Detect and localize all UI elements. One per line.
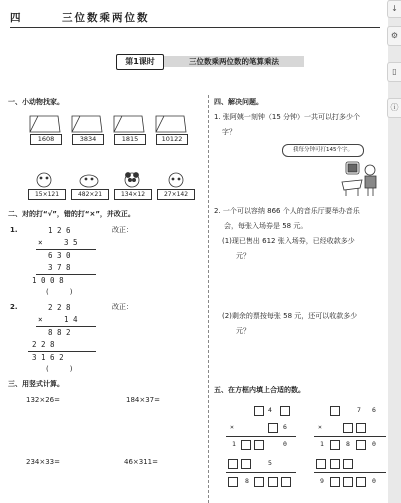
r-digit-4: 8 [346,440,350,448]
animal-3: 134×12 [114,189,152,200]
speech-bubble: 我每分钟可打145个字。 [282,144,364,157]
l-digit-4: 0 [283,440,287,448]
section4-title: 四、解决问题。 [214,98,263,106]
p1-row-2: 3 5 [64,238,78,247]
p2-row-4: 2 2 8 [32,340,55,349]
l-times: × [230,423,234,431]
r-digit-6: 9 [320,477,324,485]
p1-row-3: 6 3 0 [48,251,71,260]
box-r-r4-c2[interactable] [330,459,340,469]
p2-line-1 [36,326,96,327]
p2-correct-label: 改正： [112,303,133,311]
calc-1: 132×26= [26,396,60,404]
q2-sub1-line-2: 元？ [236,252,250,260]
q1-line-1: 1. 张阿姨一刻钟（15 分钟）一共可以打多少个 [214,113,361,121]
animal-4: 27×142 [157,189,195,200]
toolbar-bookmark-icon[interactable]: ▯ [387,62,401,82]
box-l-r3-c2[interactable] [241,440,251,450]
calc-3: 234×33= [26,458,60,466]
box-l-r5-c5[interactable] [281,477,291,487]
problem1-label: 1. [10,226,18,234]
house-1: 1608 [30,134,62,145]
box-r-r5-c4[interactable] [356,477,366,487]
box-r-r4-c1[interactable] [316,459,326,469]
box-l-r5-c4[interactable] [268,477,278,487]
toolbar-settings-icon[interactable]: ⚙ [387,26,401,46]
l-digit-1: 4 [268,406,272,414]
p2-line-2 [28,351,96,352]
p1-row-4: 3 7 8 [48,263,71,272]
r-digit-5: 0 [372,440,376,448]
box-r-r5-c2[interactable] [330,477,340,487]
r-times: × [318,423,322,431]
l-line-2 [226,472,296,473]
p1-correct-label: 改正： [112,226,133,234]
house-3: 1815 [114,134,146,145]
typist-illustration [336,158,382,198]
box-l-r1-c3[interactable] [280,406,290,416]
p1-row-1: 1 2 6 [48,226,71,235]
l-digit-5: 5 [268,459,272,467]
problem2-label: 2. [10,303,18,311]
r-line-1 [314,436,386,437]
p2-row-2: 1 4 [64,315,78,324]
p2-row-5: 3 1 6 2 [32,353,64,362]
lesson-badge: 第1课时 [116,54,164,70]
box-r-r5-c3[interactable] [343,477,353,487]
p1-times: × [38,238,43,247]
box-l-r1-c1[interactable] [254,406,264,416]
toolbar-info-icon[interactable]: ⓘ [387,98,401,118]
p1-line-1 [36,249,96,250]
q2-sub1-line-1: (1)现已售出 612 张入场券，已经收款多少 [222,237,355,245]
unit-title: 三位数乘两位数 [62,12,150,24]
r-digit-1: 7 [357,406,361,414]
section5-title: 五、在方框内填上合适的数。 [214,386,305,394]
calc-2: 184×37= [126,396,160,404]
box-r-r1-c1[interactable] [330,406,340,416]
box-l-r4-c1[interactable] [228,459,238,469]
section2-title: 二、对的打“√”，错的打“×”，并改正。 [8,210,135,218]
section1-title: 一、小动物找家。 [8,98,64,106]
l-digit-3: 1 [232,440,236,448]
l-digit-6: 8 [245,477,249,485]
header-divider [10,27,380,28]
house-2: 3834 [72,134,104,145]
animal-4-icon [169,173,183,187]
unit-number: 四 [10,12,22,24]
calc-4: 46×311= [124,458,158,466]
r-digit-7: 0 [372,477,376,485]
box-l-r2-c2[interactable] [268,423,278,433]
house-roof-2 [72,116,102,132]
box-l-r4-c2[interactable] [241,459,251,469]
l-digit-2: 6 [283,423,287,431]
box-r-r3-c2[interactable] [330,440,340,450]
r-digit-2: 6 [372,406,376,414]
box-r-r3-c4[interactable] [356,440,366,450]
house-roof-1 [30,116,60,132]
person-icon [365,165,375,175]
box-r-r4-c3[interactable] [343,459,353,469]
q2-sub2-line-2: 元？ [236,327,250,335]
q1-line-2: 字？ [222,128,236,136]
q2-line-2: 会，每张入场券是 58 元。 [224,222,308,230]
box-r-r2-c3[interactable] [356,423,366,433]
p2-row-3: 8 8 2 [48,328,71,337]
p2-row-1: 2 2 8 [48,303,71,312]
house-roof-3 [114,116,144,132]
animal-1-icon [37,173,51,187]
section3-title: 三、用竖式计算。 [8,380,64,388]
box-r-r2-c2[interactable] [343,423,353,433]
box-l-r5-c1[interactable] [228,477,238,487]
column-divider [208,95,209,503]
house-roof-4 [156,116,186,132]
toolbar-download-icon[interactable]: ↓ [387,0,401,18]
animal-2-icon [80,175,98,187]
p1-line-2 [36,274,96,275]
r-digit-3: 1 [320,440,324,448]
q2-sub2-line-1: (2)剩余的票按每张 58 元，还可以收款多少 [222,312,358,320]
p2-times: × [38,315,43,324]
house-4: 10122 [156,134,188,145]
p1-row-5: 1 0 0 8 [32,276,64,285]
lesson-title: 三位数乘两位数的笔算乘法 [164,56,304,67]
animal-1: 15×121 [28,189,66,200]
p1-answer-paren: ( ) [46,288,73,296]
animal-2: 482×21 [71,189,109,200]
box-l-r3-c3[interactable] [254,440,264,450]
l-line-1 [226,436,296,437]
box-l-r5-c3[interactable] [254,477,264,487]
p2-answer-paren: ( ) [46,365,73,373]
r-line-2 [314,472,386,473]
q2-line-1: 2. 一个可以容纳 866 个人的音乐厅要举办音乐 [214,207,360,215]
